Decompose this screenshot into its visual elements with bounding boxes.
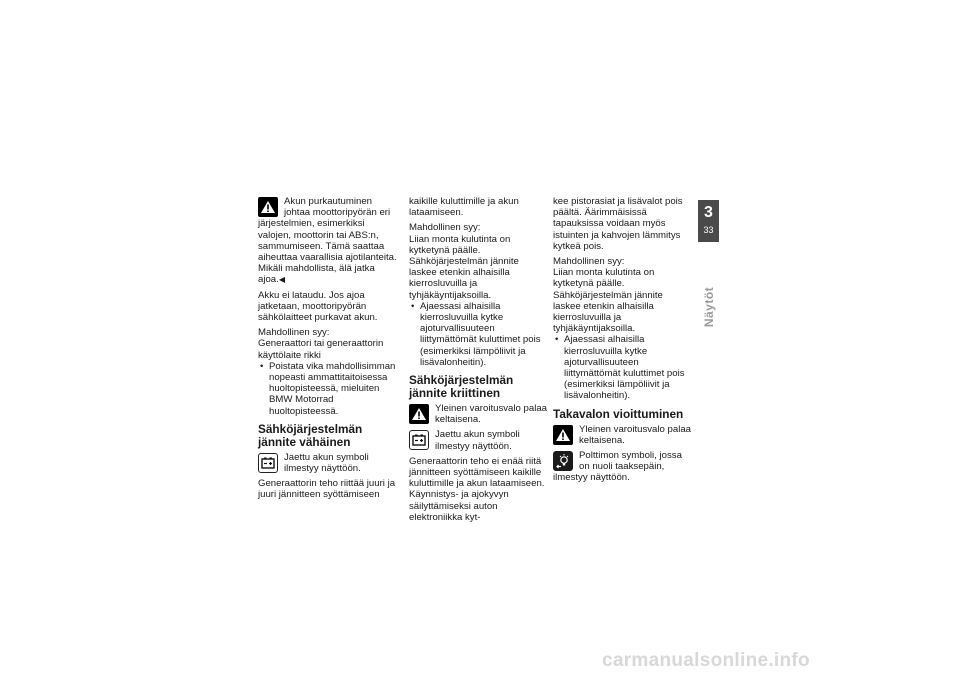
list-item: • Ajaessasi alhaisilla kierrosluvuilla kytke ajoturvallisuuteen liittymättömät kuluttimet pois (esimerkiksi lämpöliivit ja lisävalonheitin). [553,334,693,401]
column-2 [409,196,549,527]
list-item: • Ajaessasi alhaisilla kierrosluvuilla kytke ajoturvallisuuteen liittymättömät kuluttimet pois (esimerkiksi lämpöliivit ja lisävalonheitin). [409,301,549,368]
icon-description: Jaettu akun symboli ilmestyy näyttöön. [435,429,520,452]
bullet-list [258,361,398,417]
icon-description: Yleinen varoitusvalo palaa keltaisena. [579,423,692,446]
icon-block [409,403,549,425]
paragraph: Mahdollinen syy: [553,256,625,268]
battery-icon [258,453,278,473]
icon-description: Polttimon symboli, jossa on nuoli taaksepäin, ilmestyy näyttöön. [553,450,682,484]
paragraph: kee pistorasiat ja lisävalot pois päältä. Äärimmäisissä tapauksissa voidaan myös istuinten ja kahvojen lämmitys kytkeä pois. [553,196,683,252]
list-item: • Poistata vika mahdollisimman nopeasti ammattitaitoisessa huoltopisteessä, mieluiten BMW Motorrad huoltopisteessä. [258,361,398,417]
paragraph: Liian monta kulutinta on kytketynä päälle. Sähköjärjestelmän jännite laskee etenkin alhaisilla kierrosluvuilla ja tyhjäkäyntijaksoilla. [409,233,519,301]
paragraph: Mahdollinen syy: [258,327,330,339]
bullet-list [409,301,549,368]
bullet-list [553,334,693,401]
bulb-arrow-icon [553,451,573,471]
section-heading: Sähköjärjestelmän jännite vähäinen [258,421,363,449]
paragraph: kaikille kuluttimille ja akun lataamiseen. [409,196,519,219]
icon-description: Yleinen varoitusvalo palaa keltaisena. [435,403,548,426]
warning-triangle-icon [258,197,278,217]
battery-warning-block [258,196,398,286]
battery-warning-text: Akun purkautuminen johtaa moottoripyörän eri järjestelmien, esimerkiksi valojen, moottorin tai ABS:n, sammumiseen. Tämä saattaa aiheuttaa vaarallisia ajotilanteita. Mikäli mahdollista, älä jatka ajoa. [258,196,397,286]
paragraph: Liian monta kulutinta on kytketynä päälle. Sähköjärjestelmän jännite laskee etenkin alhaisilla kierrosluvuilla ja tyhjäkäyntijaksoilla. [553,267,663,335]
watermark: carmanualsonline.info [602,650,810,671]
chapter-number: 3 [704,204,713,221]
side-label [694,277,724,337]
icon-block [409,429,549,451]
warning-triangle-icon [553,425,573,445]
section-heading: Sähköjärjestelmän jännite kriittinen [409,373,514,401]
section-heading: Takavalon vioittuminen [553,406,684,421]
column-3 [553,196,693,488]
chapter-tab [698,200,719,242]
icon-block [258,452,398,474]
paragraph: Generaattorin teho ei enää riitä jännitteen syöttämiseen kaikille kuluttimille ja akun lataamiseen. Käynnistys- ja ajokyvyn säilyttämiseksi auton elektroniikka kyt- [409,455,545,523]
paragraph: Mahdollinen syy: [409,222,481,234]
paragraph: Generaattorin teho riittää juuri ja juuri jännitteen syöttämiseen [258,478,396,501]
icon-block [553,424,693,446]
battery-icon [409,430,429,450]
side-label-text: Näytöt [702,286,716,328]
icon-block [553,450,693,484]
icon-description: Jaettu akun symboli ilmestyy näyttöön. [284,451,369,475]
column-1 [258,196,398,505]
paragraph: Akku ei lataudu. Jos ajoa jatketaan, moottoripyörän sähkölaitteet purkavat akun. [258,289,378,324]
warning-triangle-icon [409,404,429,424]
paragraph: Generaattori tai generaattorin käyttölaite rikki [258,338,384,361]
end-mark-icon: ◀ [278,275,285,285]
page-number: 33 [703,225,714,235]
